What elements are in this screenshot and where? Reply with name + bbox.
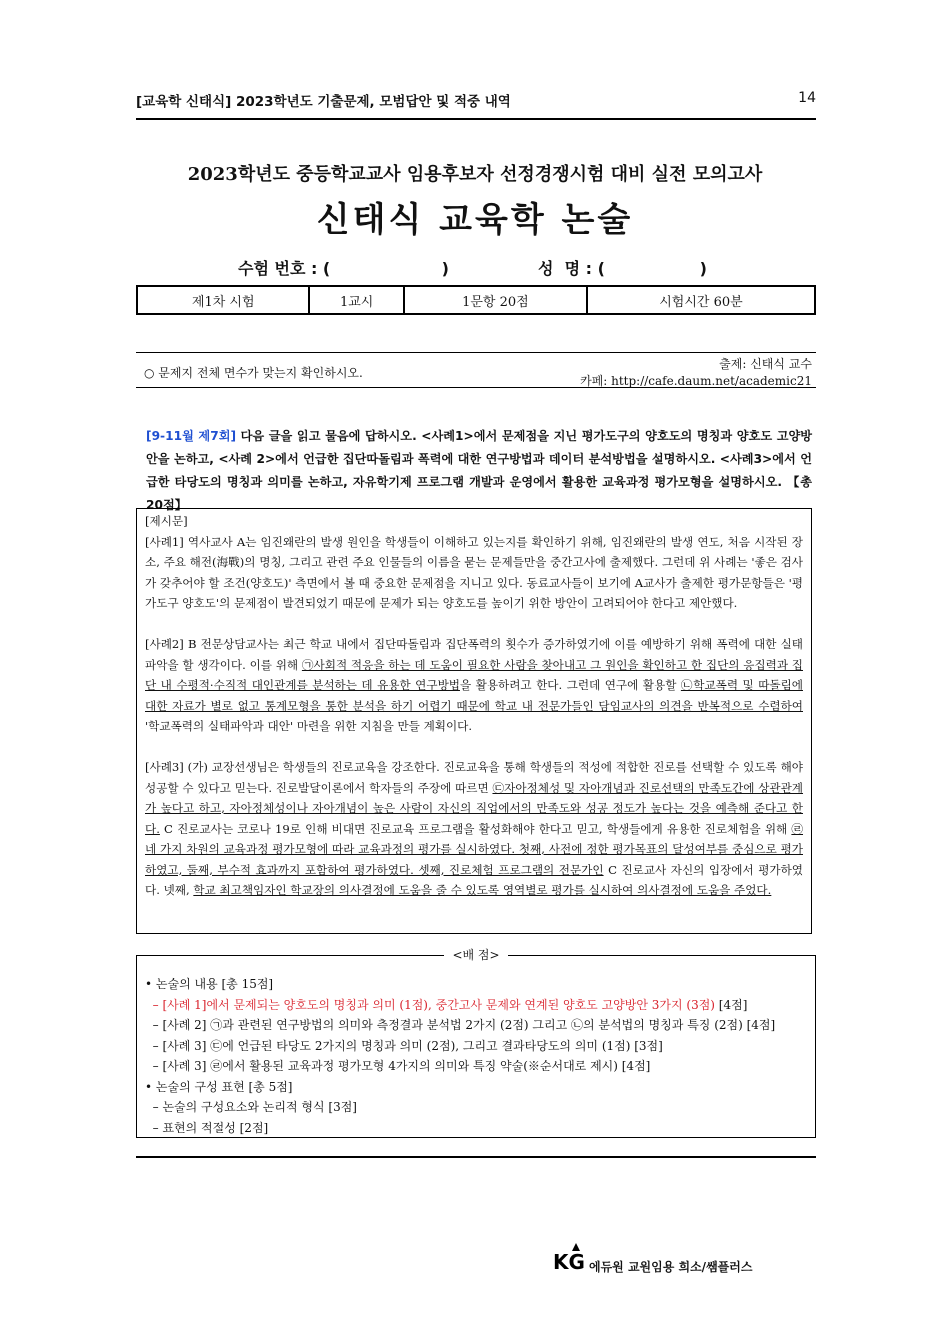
scoring-item: • 논술의 구성 표현 [총 5점] xyxy=(145,1079,293,1094)
exam-number-field: 수험 번호 : ( ) xyxy=(238,259,449,278)
scoring-item-points: [4점] xyxy=(714,997,748,1012)
info-cell: 1문항 20점 xyxy=(404,286,587,314)
page-number: 14 xyxy=(798,90,816,106)
prompt-box xyxy=(136,508,812,934)
scoring-box xyxy=(136,948,816,1138)
scoring-item-highlight: – [사례 1]에서 문제되는 양호도의 명칭과 의미 (1점), 중간고사 문제와 연계된 양호도 고양방안 3가지 (3점) xyxy=(145,997,715,1012)
question-body: 다음 글을 읽고 물음에 답하시오. <사례1>에서 문제점을 지닌 평가도구의 양호도의 명칭과 양호도 고양방안을 논하고, <사례 2>에서 언급한 집단따돌림과 폭력에 대한 연구방법과 데이터 분석방법을 설명하시오. <사례3>에서 언급한 타당도의 명칭과 의미를 논하고, 자유학기제 프로그램 개발과 운영에서 활용한 교육과정 평가모형을 설명하시오. 【총 20점】 xyxy=(146,429,813,512)
case-3-text: [사례3] (가) 교장선생님은 학생들의 진로교육을 강조한다. 진로교육을 통해 학생들의 적성에 적합한 진로를 선택할 수 있도록 해야 성공할 수 있다고 믿는다. 진로발달이론에서 학자들의 주장에 따르면 xyxy=(145,760,803,795)
page-header xyxy=(136,88,816,120)
exam-subtitle: 2023학년도 중등학교교사 임용후보자 선정경쟁시험 대비 실전 모의고사 xyxy=(187,164,763,185)
case-2-text: '학교폭력의 실태파악과 대안' 마련을 위한 지침을 만들 계획이다. xyxy=(145,719,473,733)
author-credit: 출제: 신태식 교수 xyxy=(719,357,812,371)
case-3-text: C 진로교사 자신의 입장에서 평가하였다. 넷째, xyxy=(145,862,803,897)
exam-info-table xyxy=(136,285,816,315)
case-3-underline-c: 학교 최고책임자인 학교장의 의사결정에 도움을 줄 수 있도록 영역별로 평가를 실시하여 의사결정에 도움을 주었다. xyxy=(193,883,772,897)
question-tag: [9-11월 제7회] xyxy=(146,429,237,443)
case-2-text: [사례2] B 전문상담교사는 최근 학교 내에서 집단따돌림과 집단폭력의 횟수가 증가하였기에 이를 예방하기 위해 폭력에 대한 실태파악을 할 생각이다. 이를 위해 xyxy=(145,637,803,672)
case-2-text: 을 활용하려고 한다. 그런데 연구에 활용할 xyxy=(459,678,681,692)
notice-text: ○ 문제지 전체 면수가 맞는지 확인하시오. xyxy=(144,366,363,380)
case-3-text: C 진로교사는 코로나 19로 인해 비대면 진로교육 프로그램을 활성화해야 한다고 믿고, 학생들에게 유용한 진로체험을 위해 xyxy=(159,821,792,836)
scoring-item: – 논술의 구성요소와 논리적 형식 [3점] xyxy=(145,1100,357,1114)
case-3-underline-b: ㉣ 네 가지 차원의 교육과정 평가모형에 따라 교육과정의 평가를 실시하였다. 첫째, 사전에 정한 평가목표의 달성여부를 중심으로 평가하였고, 둘째, 부수적 효과까지 포함하여 평가하였다. 셋째, 진로체험 프로그램의 전문가인 xyxy=(145,821,803,877)
cafe-link[interactable]: 카페: http://cafe.daum.net/academic21 xyxy=(580,374,812,388)
scoring-header: <배 점> xyxy=(444,948,507,962)
scoring-item: – [사례 3] ㉢에 언급된 타당도 2가지의 명칭과 의미 (2점), 그리고 결과타당도의 의미 (1점) [3점] xyxy=(145,1038,663,1053)
scoring-item: – 표현의 적절성 [2점] xyxy=(145,1120,269,1135)
case-2-underline-b: ㉡학교폭력 및 따돌림에 대한 자료가 별로 없고 통계모형을 통한 분석을 하기 어렵기 때문에 학교 내 전문가들인 담임교사의 의견을 반복적으로 수렴하여 xyxy=(145,678,803,713)
notice-box xyxy=(136,352,816,388)
bottom-divider xyxy=(136,1156,816,1158)
case-2 xyxy=(145,634,803,737)
brand-text: 에듀원 교원임용 희소/쌤플러스 xyxy=(589,1260,753,1274)
page-title: 신태식 교육학 논술 xyxy=(316,200,634,240)
scoring-item: – [사례 2] ㉠과 관련된 연구방법의 의미와 측정결과 분석법 2가지 (2점) 그리고 ㉡의 분석법의 명칭과 특징 (2점) [4점] xyxy=(145,1018,776,1032)
case-3 xyxy=(145,757,803,901)
prompt-label: [제시문] xyxy=(145,514,188,528)
header-title: [교육학 신태식] 2023학년도 기출문제, 모범답안 및 적중 내역 xyxy=(136,94,511,110)
footer-logo xyxy=(553,1242,763,1282)
scoring-item: • 논술의 내용 [총 15점] xyxy=(145,977,274,991)
name-field: 성 명 : ( ) xyxy=(538,259,707,278)
case-3-underline-a: ㉢자아정체성 및 자아개념과 진로선택의 만족도간에 상관관계가 높다고 하고, 자아정체성이나 자아개념이 높은 사람이 자신의 직업에서의 만족도와 성공 정도가 높다는 것을 예측해 준다고 한다. xyxy=(145,780,804,836)
scoring-item: – [사례 3] ㉣에서 활용된 교육과정 평가모형 4가지의 의미와 특징 약술(※순서대로 제시) [4점] xyxy=(145,1059,651,1073)
info-cell: 시험시간 60분 xyxy=(587,286,815,314)
question-text xyxy=(146,425,812,517)
info-cell: 제1차 시험 xyxy=(137,286,309,314)
case-1: [사례1] 역사교사 A는 임진왜란의 발생 원인을 학생들이 이해하고 있는지를 확인하기 위해, 임진왜란의 발생 연도, 처음 시작된 장소, 주요 해전(海戰)의 명칭, 그리고 관련 주요 인물들의 이름을 묻는 문제들만을 중간고사에 출제했다. 그런데 위 사례는 '좋은 검사가 갖추어야 할 조건(양호도)' 측면에서 볼 때 중요한 문제점을 지니고 있다. 동료교사들이 보기에 A교사가 출제한 평가문항들은 '평가도구 양호도'의 문제점이 발견되었기 때문에 문제가 되는 양호도를 높이기 위한 방안이 고려되어야 한다고 제안했다. xyxy=(145,534,803,610)
case-2-underline-a: ㉠사회적 적응을 하는 데 도움이 필요한 사람을 찾아내고 그 원인을 확인하고 한 집단의 응집력과 집단 내 수평적·수직적 대인관계를 분석하는 데 유용한 연구방법 xyxy=(145,657,803,692)
info-cell: 1교시 xyxy=(309,286,403,314)
scoring-list xyxy=(145,974,775,1138)
scoring-item xyxy=(145,995,775,1016)
logo-text: KG xyxy=(553,1250,585,1274)
